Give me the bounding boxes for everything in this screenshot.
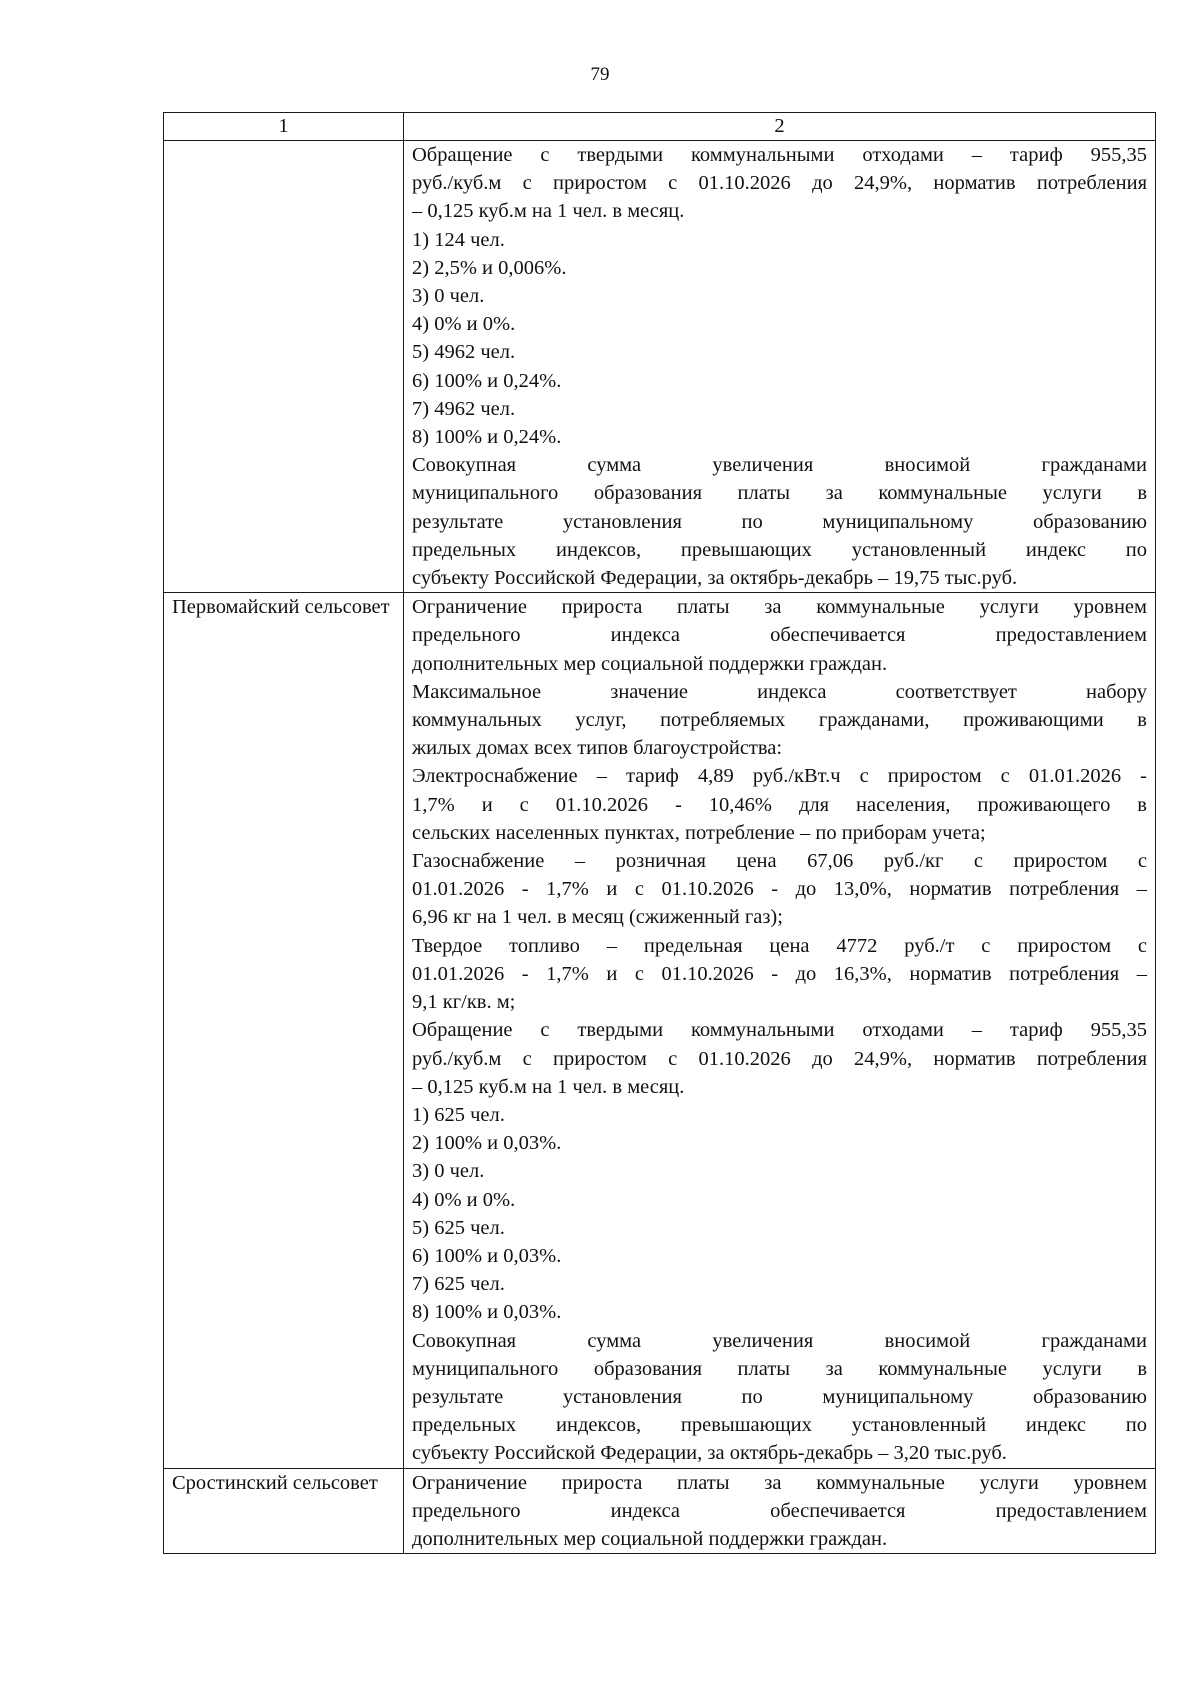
text-line: дополнительных мер социальной поддержки граждан. (412, 652, 888, 675)
text-line: 8) 100% и 0,24%. (412, 426, 562, 449)
text-line: 5) 4962 чел. (412, 341, 516, 364)
text-line: 01.01.2026 - 1,7% и с 01.10.2026 - до 13,0%, норматив потребления – (412, 878, 1147, 901)
description-cell (404, 1468, 1156, 1554)
text-line: 9,1 кг/кв. м; (412, 991, 516, 1014)
text-line: Совокупная сумма увеличения вносимой гражданами (412, 454, 1147, 477)
text-line: муниципального образования платы за коммунальные услуги в (412, 482, 1147, 505)
text-line: – 0,125 куб.м на 1 чел. в месяц. (412, 200, 685, 223)
text-line: жилых домах всех типов благоустройства: (412, 737, 783, 760)
page-number: 79 (590, 64, 610, 85)
text-line: предельных индексов, превышающих установленный индекс по (412, 538, 1147, 561)
column-header-1: 1 (164, 113, 404, 141)
text-line: Твердое топливо – предельная цена 4772 руб./т с приростом с (412, 934, 1147, 957)
text-line: субъекту Российской Федерации, за октябрь-декабрь – 19,75 тыс.руб. (412, 567, 1018, 590)
text-line: предельных индексов, превышающих установленный индекс по (412, 1414, 1147, 1437)
municipal-index-table (163, 112, 1156, 1554)
text-line: сельских населенных пунктах, потребление – по приборам учета; (412, 821, 986, 844)
text-line: предельного индекса обеспечивается предоставлением (412, 1499, 1147, 1522)
text-line: муниципального образования платы за коммунальные услуги в (412, 1357, 1147, 1380)
municipality-name-cell: Сростинский сельсовет (164, 1468, 404, 1554)
text-line: Ограничение прироста платы за коммунальные услуги уровнем (412, 596, 1147, 619)
text-line: Газоснабжение – розничная цена 67,06 руб./кг с приростом с (412, 850, 1147, 873)
text-line: результате установления по муниципальному образованию (412, 1385, 1147, 1408)
text-line: руб./куб.м с приростом с 01.10.2026 до 24,9%, норматив потребления (412, 1047, 1147, 1070)
text-line: субъекту Российской Федерации, за октябрь-декабрь – 3,20 тыс.руб. (412, 1442, 1007, 1465)
text-line: 6) 100% и 0,24%. (412, 369, 562, 392)
text-line: 1,7% и с 01.10.2026 - 10,46% для населения, проживающего в (412, 793, 1147, 816)
text-line: Максимальное значение индекса соответствует набору (412, 680, 1147, 703)
text-line: 6,96 кг на 1 чел. в месяц (сжиженный газ); (412, 906, 783, 929)
text-line: 3) 0 чел. (412, 1160, 485, 1183)
text-line: 01.01.2026 - 1,7% и с 01.10.2026 - до 16,3%, норматив потребления – (412, 962, 1147, 985)
text-line: Ограничение прироста платы за коммунальные услуги уровнем (412, 1471, 1147, 1494)
text-line: 5) 625 чел. (412, 1216, 505, 1239)
text-line: 8) 100% и 0,03%. (412, 1301, 562, 1324)
text-line: Обращение с твердыми коммунальными отходами – тариф 955,35 (412, 1019, 1147, 1042)
text-line: 7) 625 чел. (412, 1273, 505, 1296)
text-line: результате установления по муниципальному образованию (412, 510, 1147, 533)
text-line: 7) 4962 чел. (412, 397, 516, 420)
table-row (164, 593, 1156, 1468)
text-line: 4) 0% и 0%. (412, 313, 516, 336)
text-line: дополнительных мер социальной поддержки граждан. (412, 1527, 888, 1550)
text-line: 6) 100% и 0,03%. (412, 1244, 562, 1267)
text-line: – 0,125 куб.м на 1 чел. в месяц. (412, 1075, 685, 1098)
text-line: коммунальных услуг, потребляемых гражданами, проживающими в (412, 709, 1147, 732)
text-line: 4) 0% и 0%. (412, 1188, 516, 1211)
text-line: 2) 100% и 0,03%. (412, 1132, 562, 1155)
municipality-name-cell: Первомайский сельсовет (164, 593, 404, 1468)
text-line: 1) 625 чел. (412, 1103, 505, 1126)
text-line: предельного индекса обеспечивается предоставлением (412, 624, 1147, 647)
text-line: 1) 124 чел. (412, 228, 505, 251)
description-cell (404, 593, 1156, 1468)
table-row (164, 141, 1156, 593)
text-line: 2) 2,5% и 0,006%. (412, 256, 567, 279)
municipality-name-cell (164, 141, 404, 593)
description-cell (404, 141, 1156, 593)
table-header-row (164, 113, 1156, 141)
text-line: Электроснабжение – тариф 4,89 руб./кВт.ч с приростом с 01.01.2026 - (412, 765, 1147, 788)
column-header-2: 2 (404, 113, 1156, 141)
text-line: Обращение с твердыми коммунальными отходами – тариф 955,35 (412, 144, 1147, 166)
text-line: 3) 0 чел. (412, 285, 485, 308)
text-line: Совокупная сумма увеличения вносимой гражданами (412, 1329, 1147, 1352)
table-row (164, 1468, 1156, 1554)
text-line: руб./куб.м с приростом с 01.10.2026 до 24,9%, норматив потребления (412, 172, 1147, 195)
